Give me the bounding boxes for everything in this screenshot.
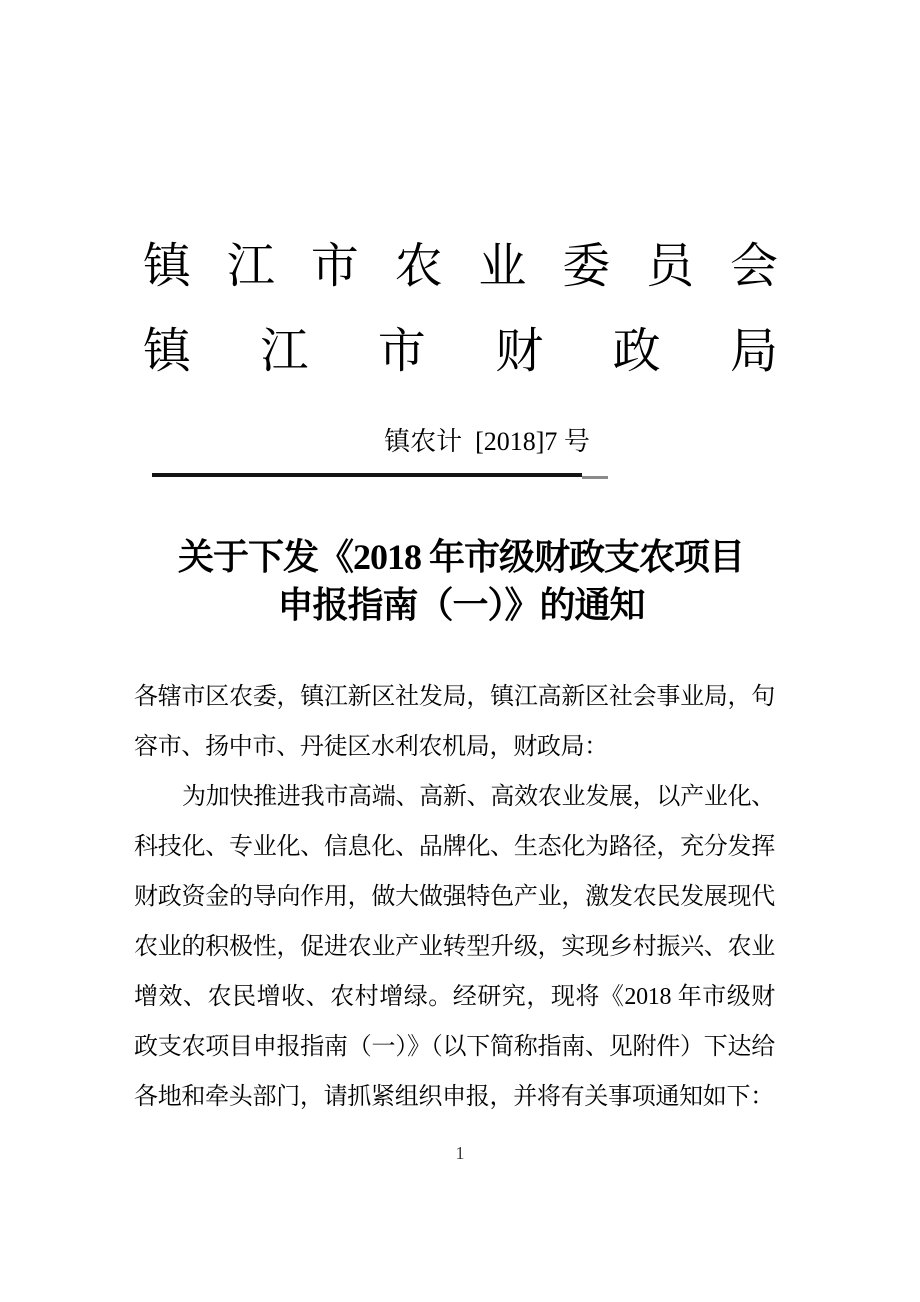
body-line: 各辖市区农委，镇江新区社发局，镇江高新区社会事业局，句 <box>134 684 775 710</box>
body-line: 容市、扬中市、丹徒区水利农机局，财政局： <box>134 734 608 760</box>
body-line: 科技化、专业化、信息化、品牌化、生态化为路径，充分发挥 <box>134 834 775 860</box>
body-line: 农业的积极性，促进农业产业转型升级，实现乡村振兴、农业 <box>134 934 775 960</box>
issuer-name-line-1: 镇江市农业委员会 <box>143 240 778 293</box>
letterhead-separator-rule-tail <box>582 476 608 479</box>
notice-title-line-1: 关于下发《2018 年市级财政支农项目 <box>177 537 744 577</box>
body-line: 政支农项目申报指南（一）》（以下简称指南、见附件）下达给 <box>134 1034 775 1060</box>
notice-body <box>134 672 775 1122</box>
page-number: 1 <box>455 1143 465 1163</box>
letterhead-separator-rule <box>152 473 582 477</box>
body-line: 各地和牵头部门，请抓紧组织申报，并将有关事项通知如下： <box>134 1084 774 1110</box>
body-line: 财政资金的导向作用，做大做强特色产业，激发农民发展现代 <box>134 884 775 910</box>
body-line: 为加快推进我市高端、高新、高效农业发展，以产业化、 <box>182 784 775 810</box>
notice-title-line-2: 申报指南（一）》的通知 <box>277 585 645 625</box>
issuer-name-line-2: 镇江市财政局 <box>143 325 778 378</box>
body-line: 增效、农民增收、农村增绿。经研究，现将《2018 年市级财 <box>134 984 775 1010</box>
notice-title <box>136 533 786 629</box>
document-reference-number: 镇农计 [2018]7 号 <box>384 427 590 456</box>
